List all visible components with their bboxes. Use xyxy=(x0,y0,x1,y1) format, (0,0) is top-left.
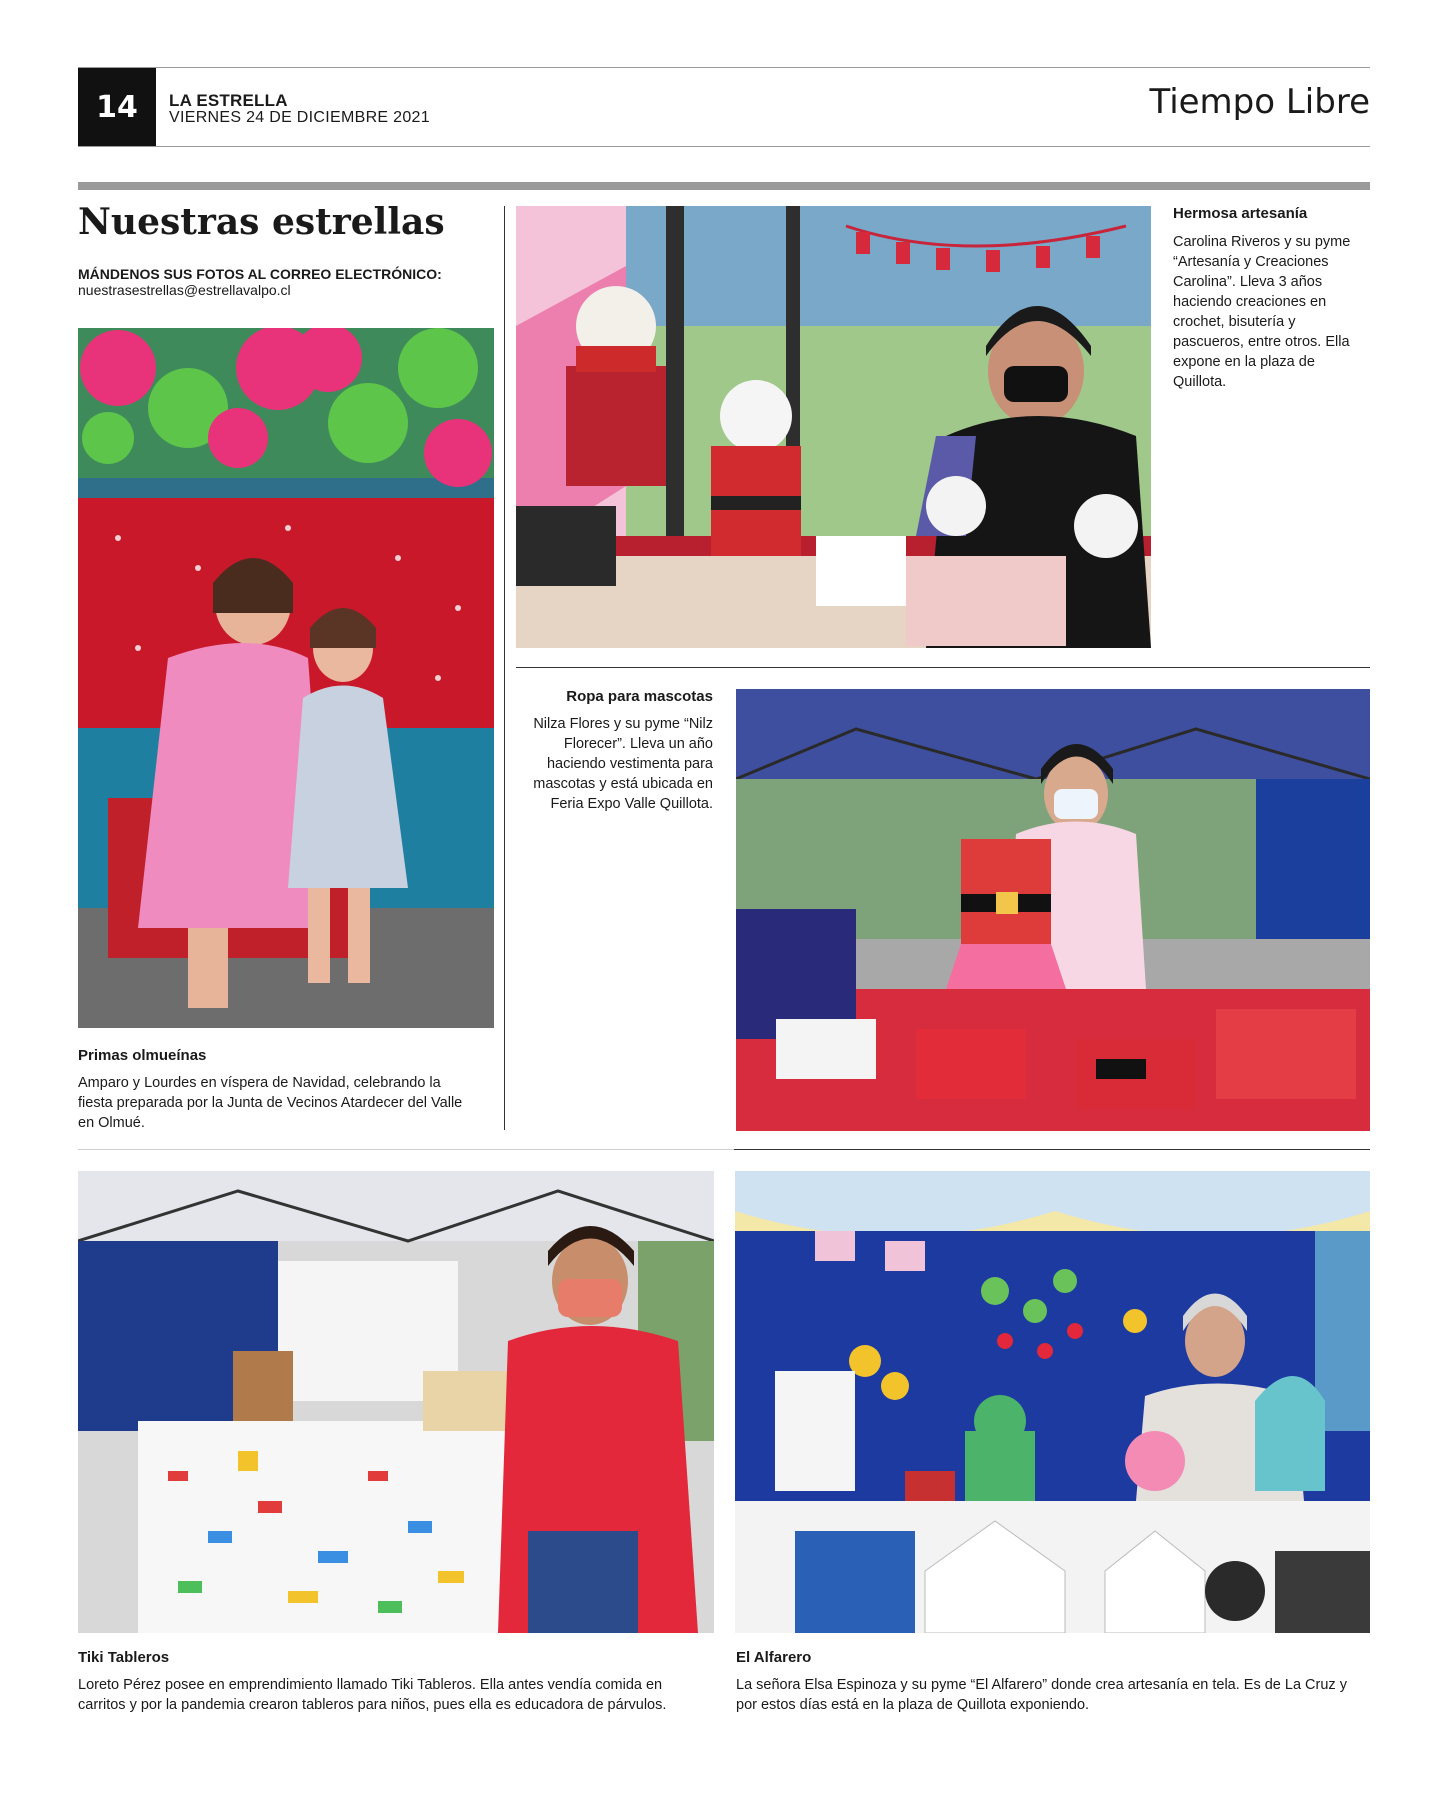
column-title: Nuestras estrellas xyxy=(78,201,445,243)
section-band xyxy=(78,182,1370,190)
caption-title-artesania: Hermosa artesanía xyxy=(1173,205,1308,222)
caption-text-artesania: Carolina Riveros y su pyme “Artesanía y Creaciones Carolina”. Lleva 3 años haciendo creaciones en crochet, bisutería y pascueros, entre otros. Ella expone en la plaza de Quillota. xyxy=(1173,234,1351,390)
header-top-rule xyxy=(78,67,1370,68)
caption-text-mascotas: Nilza Flores y su pyme “Nilz Florecer”. Lleva un año haciendo vestimenta para mascotas y está ubicada en Feria Expo Valle Quillota. xyxy=(533,716,713,812)
row-divider-right xyxy=(734,1149,1370,1150)
header-bottom-rule xyxy=(78,146,1370,147)
caption-title-primas: Primas olmueínas xyxy=(78,1047,207,1064)
newspaper-name: LA ESTRELLA xyxy=(169,91,288,110)
column-divider xyxy=(504,206,505,1130)
photo-artesania xyxy=(516,206,1151,648)
caption-title-tiki: Tiki Tableros xyxy=(78,1649,170,1666)
row-divider-left xyxy=(78,1149,734,1150)
page-number: 14 xyxy=(78,68,156,146)
section-name: Tiempo Libre xyxy=(1149,82,1370,122)
caption-text-tiki: Loreto Pérez posee en emprendimiento llamado Tiki Tableros. Ella antes vendía comida en carritos y por la pandemia crearon tableros para niños, pues ella es educadora de párvulos. xyxy=(78,1677,667,1713)
caption-text-primas: Amparo y Lourdes en víspera de Navidad, celebrando la fiesta preparada por la Junta de Vecinos Atardecer del Valle en Olmué. xyxy=(78,1075,463,1131)
photo-tiki xyxy=(78,1171,714,1633)
caption-title-alfarero: El Alfarero xyxy=(736,1649,812,1666)
story-divider xyxy=(516,667,1370,668)
photo-primas xyxy=(78,328,494,1028)
mail-address[interactable]: nuestrasestrellas@estrellavalpo.cl xyxy=(78,282,291,298)
photo-mascotas xyxy=(736,689,1370,1131)
issue-date: VIERNES 24 DE DICIEMBRE 2021 xyxy=(169,109,430,126)
caption-title-mascotas: Ropa para mascotas xyxy=(566,688,713,705)
mail-label: MÁNDENOS SUS FOTOS AL CORREO ELECTRÓNICO: xyxy=(78,266,442,282)
caption-text-alfarero: La señora Elsa Espinoza y su pyme “El Alfarero” donde crea artesanía en tela. Es de La Cruz y por estos días está en la plaza de Quillota exponiendo. xyxy=(736,1677,1347,1713)
photo-alfarero xyxy=(735,1171,1370,1633)
